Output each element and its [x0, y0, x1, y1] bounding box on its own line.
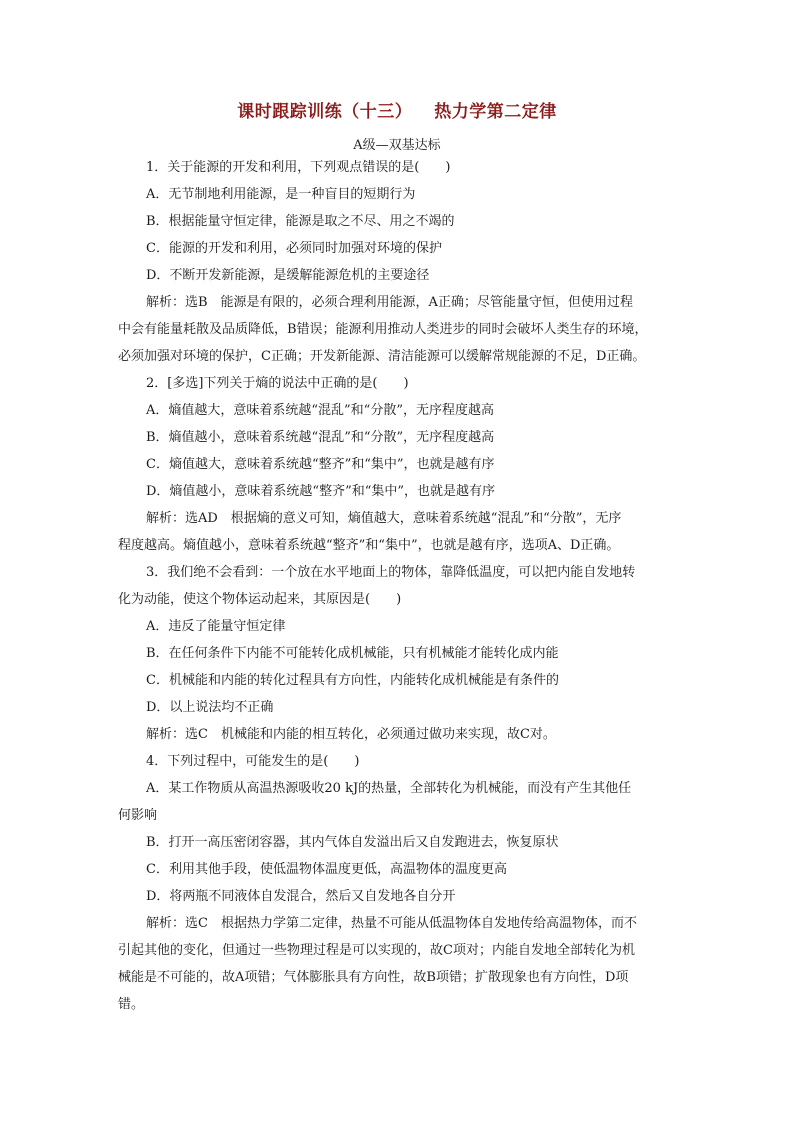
text-line: D．不断开发新能源，是缓解能源危机的主要途径 [146, 268, 430, 283]
text-line: 解析：选C 根据热力学第二定律，热量不可能从低温物体自发地传给高温物体，而不 [146, 916, 637, 931]
text-line: 化为动能，使这个物体运动起来，其原因是( ) [118, 592, 402, 607]
text-line: D．以上说法均不正确 [146, 700, 274, 715]
title-main: 课时跟踪训练（十三） [237, 102, 413, 122]
text-line: 4．下列过程中，可能发生的是( ) [146, 754, 360, 769]
text-line: A．熵值越大，意味着系统越“混乱”和“分散”，无序程度越高 [146, 403, 494, 418]
question-body [118, 154, 678, 1018]
text-line: 解析：选B 能源是有限的，必须合理利用能源，A正确；尽管能量守恒，但使用过程 [146, 295, 633, 310]
title-sub: 热力学第二定律 [434, 102, 557, 122]
text-line: 解析：选C 机械能和内能的相互转化，必须通过做功来实现，故C对。 [146, 727, 556, 742]
text-line: C．熵值越大，意味着系统越“整齐”和“集中”，也就是越有序 [146, 457, 495, 472]
text-line: 引起其他的变化，但通过一些物理过程是可以实现的，故C项对；内能自发地全部转化为机 [118, 943, 635, 958]
text-line: B．在任何条件下内能不可能转化成机械能，只有机械能才能转化成内能 [146, 646, 559, 661]
text-line: 3．我们绝不会看到：一个放在水平地面上的物体，靠降低温度，可以把内能自发地转 [146, 565, 636, 580]
text-line: 错。 [118, 997, 145, 1012]
text-line: D．熵值越小，意味着系统越“整齐”和“集中”，也就是越有序 [146, 484, 496, 499]
text-line: A．违反了能量守恒定律 [146, 619, 286, 634]
text-line: 1．关于能源的开发和利用，下列观点错误的是( ) [146, 160, 451, 175]
page-title [0, 97, 794, 122]
text-line: B．熵值越小，意味着系统越“混乱”和“分散”，无序程度越高 [146, 430, 495, 445]
text-line: C．能源的开发和利用，必须同时加强对环境的保护 [146, 241, 442, 256]
text-line: B．根据能量守恒定律，能源是取之不尽、用之不竭的 [146, 214, 455, 229]
text-line: 何影响 [118, 808, 158, 823]
text-line: 程度越高。熵值越小，意味着系统越“整齐”和“集中”，也就是越有序，选项A、D正确。 [118, 538, 620, 553]
text-line: A．无节制地利用能源，是一种盲目的短期行为 [146, 187, 416, 202]
text-line: D．将两瓶不同液体自发混合，然后又自发地各自分开 [146, 889, 456, 904]
text-line: A．某工作物质从高温热源吸收20 kJ的热量，全部转化为机械能，而没有产生其他任 [146, 781, 632, 796]
text-line: 必须加强对环境的保护，C正确；开发新能源、清洁能源可以缓解常规能源的不足，D正确。 [118, 349, 646, 364]
text-line: 中会有能量耗散及品质降低，B错误；能源利用推动人类进步的同时会破坏人类生存的环境， [118, 322, 648, 337]
text-line: 2．[多选]下列关于熵的说法中正确的是( ) [146, 376, 409, 391]
text-line: C．机械能和内能的转化过程具有方向性，内能转化成机械能是有条件的 [146, 673, 559, 688]
text-line: C．利用其他手段，使低温物体温度更低，高温物体的温度更高 [146, 862, 507, 877]
level-heading: A级—双基达标 [353, 138, 441, 153]
text-line: 解析：选AD 根据熵的意义可知，熵值越大，意味着系统越“混乱”和“分散”，无序 [146, 511, 622, 526]
text-line: 械能是不可能的，故A项错；气体膨胀具有方向性，故B项错；扩散现象也有方向性，D项 [118, 970, 629, 985]
text-line: B．打开一高压密闭容器，其内气体自发溢出后又自发跑进去，恢复原状 [146, 835, 559, 850]
